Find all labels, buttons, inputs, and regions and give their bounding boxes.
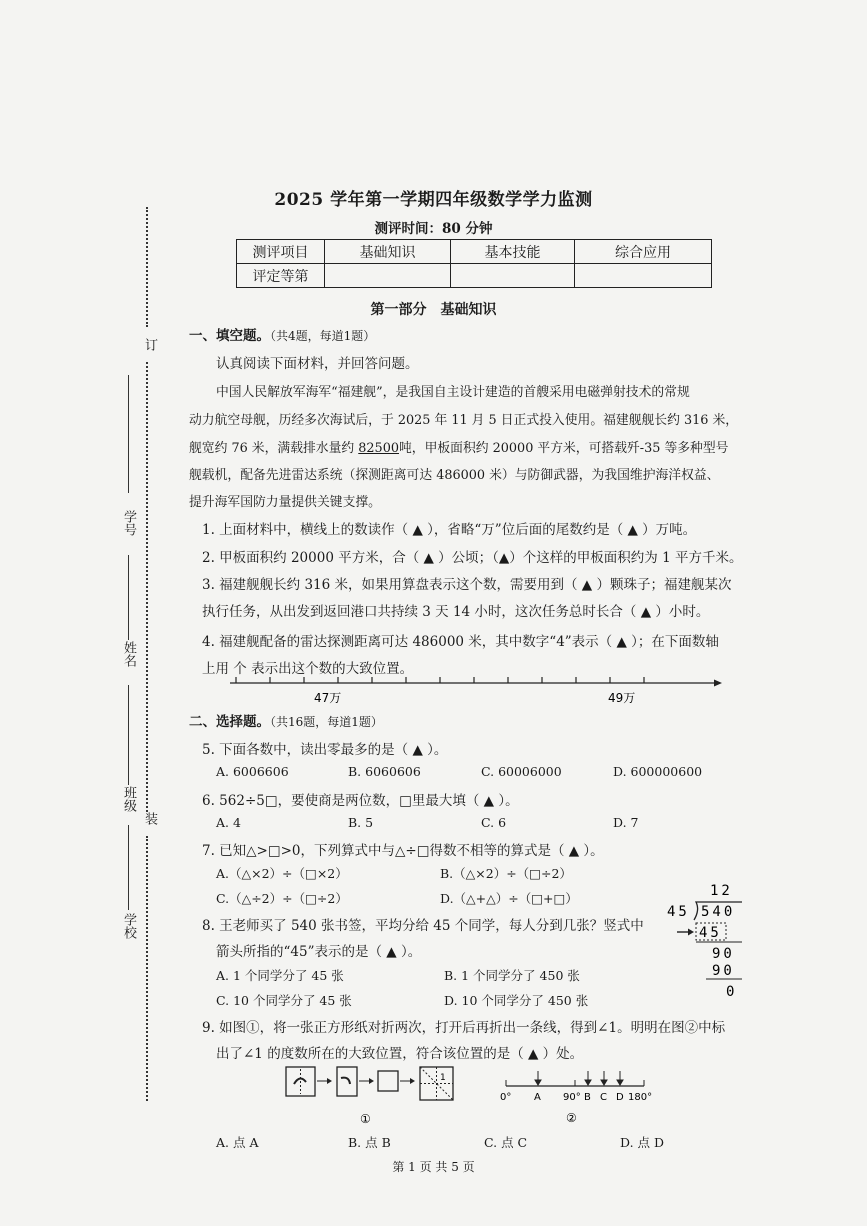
eval-cell: 综合应用	[575, 240, 712, 264]
scale-label-c: C	[600, 1092, 607, 1103]
question-7: 7. 已知△>□>0，下列算式中与△÷□得数不相等的算式是（ ▲ ）。	[202, 843, 604, 859]
grade-input-basic[interactable]	[325, 264, 451, 288]
long-division	[660, 876, 760, 1002]
q5-option-b[interactable]: B. 6060606	[348, 764, 421, 779]
q6-option-c[interactable]: C. 6	[481, 815, 507, 830]
arrow-icon	[677, 929, 694, 936]
question-5: 5. 下面各数中，读出零最多的是（ ▲ ）。	[202, 742, 448, 758]
name-label: 姓名	[121, 641, 136, 667]
scale-label-d: D	[616, 1092, 624, 1103]
q8-option-b[interactable]: B. 1 个同学分了 450 张	[444, 968, 580, 983]
exam-time: 测评时间：80 分钟	[374, 221, 493, 237]
question-6: 6. 562÷5□，要使商是两位数，□里最大填（ ▲ ）。	[202, 793, 519, 809]
binding-dotted-line	[146, 836, 148, 1101]
q6-option-b[interactable]: B. 5	[348, 815, 374, 830]
passage-line: 舰载机，配备先进雷达系统（探测距离可达 486000 米）与防御武器，为我国维护海洋权益、	[189, 468, 720, 483]
question-9-cont: 出了∠1 的度数所在的大致位置，符合该位置的是（ ▲ ）处。	[216, 1046, 584, 1062]
division-step1: 45	[699, 925, 722, 941]
section1-note: （共4题，每道1题）	[270, 329, 376, 343]
passage-suffix: 吨，甲板面积约 20000 平方米，可搭载歼-35 等多种型号	[398, 441, 729, 456]
grade-input-skill[interactable]	[451, 264, 575, 288]
passage-prefix: 舰宽约 76 米，满载排水量约	[189, 441, 359, 456]
scale-label-b: B	[584, 1092, 591, 1103]
q9-option-d[interactable]: D. 点 D	[620, 1135, 665, 1150]
passage-line	[189, 437, 728, 456]
figure1-label: ①	[360, 1112, 371, 1126]
question-8-cont: 箭头所指的“45”表示的是（ ▲ ）。	[216, 944, 422, 960]
division-divisor: 45	[667, 904, 690, 920]
q7-option-d[interactable]: D.（△+△）÷（□+□）	[440, 891, 578, 906]
arrow-icon	[535, 1071, 623, 1085]
grade-input-applied[interactable]	[575, 264, 712, 288]
school-label: 学校	[121, 913, 136, 939]
question-2: 2. 甲板面积约 20000 平方米，合（ ▲ ）公顷；（▲）个这样的甲板面积约为 1 平方千米。	[202, 550, 743, 566]
division-quotient: 12	[710, 883, 733, 899]
number-line[interactable]	[228, 674, 724, 708]
question-3-cont: 执行任务，从出发到返回港口共持续 3 天 14 小时，这次任务总时长合（ ▲ ）小时。	[202, 604, 710, 620]
angle-scale	[498, 1068, 658, 1130]
section1-intro: 认真阅读下面材料，并回答问题。	[216, 356, 419, 372]
question-3: 3. 福建舰舰长约 316 米，如果用算盘表示这个数，需要用到（ ▲ ）颗珠子；福建舰某次	[202, 577, 732, 593]
section2-heading	[189, 710, 383, 730]
folding-figure	[282, 1064, 462, 1128]
binding-label-ding: 订	[142, 338, 157, 351]
passage-line: 提升海军国防力量提供关键支撑。	[189, 495, 381, 510]
exam-title: 2025 学年第一学期四年级数学学力监测	[274, 190, 593, 210]
part-title: 第一部分 基础知识	[370, 302, 497, 318]
student-id-blank[interactable]	[128, 375, 130, 493]
page-footer: 第 1 页 共 5 页	[392, 1160, 475, 1174]
division-dividend: 540	[701, 904, 736, 920]
q8-option-d[interactable]: D. 10 个同学分了 450 张	[444, 993, 589, 1008]
binding-dotted-line	[146, 362, 148, 812]
scale-label-a: A	[534, 1092, 541, 1103]
name-blank[interactable]	[128, 555, 130, 640]
q5-option-d[interactable]: D. 600000600	[613, 764, 703, 779]
passage-line: 中国人民解放军海军“福建舰”，是我国自主设计建造的首艘采用电磁弹射技术的常规	[216, 385, 690, 400]
angle-label: 1	[440, 1073, 446, 1083]
q5-option-a[interactable]: A. 6006606	[216, 764, 289, 779]
section2-title: 二、选择题。	[189, 714, 270, 730]
question-9: 9. 如图①，将一张正方形纸对折两次，打开后再折出一条线，得到∠1。明明在图②中标	[202, 1020, 726, 1036]
q7-option-c[interactable]: C.（△÷2）÷（□÷2）	[216, 891, 348, 906]
number-line-label-47: 47万	[314, 691, 342, 705]
division-final: 0	[726, 984, 735, 1000]
q9-option-a[interactable]: A. 点 A	[216, 1135, 259, 1150]
class-blank[interactable]	[128, 685, 130, 785]
school-blank[interactable]	[128, 825, 130, 910]
evaluation-table	[236, 239, 712, 288]
section1-title: 一、填空题。	[189, 328, 270, 344]
q6-option-d[interactable]: D. 7	[613, 815, 639, 830]
q8-option-a[interactable]: A. 1 个同学分了 45 张	[216, 968, 344, 983]
question-4: 4. 福建舰配备的雷达探测距离可达 486000 米，其中数字“4”表示（ ▲ ）；在下面数轴	[202, 634, 719, 650]
q9-option-c[interactable]: C. 点 C	[484, 1135, 528, 1150]
q6-option-a[interactable]: A. 4	[216, 815, 241, 830]
question-4-cont: 上用 个 表示出这个数的大致位置。	[202, 661, 414, 677]
underlined-number: 82500	[358, 441, 399, 456]
number-line-ticks	[236, 677, 644, 683]
q9-option-b[interactable]: B. 点 B	[348, 1135, 391, 1150]
scale-label-90: 90°	[563, 1092, 581, 1103]
q7-option-b[interactable]: B.（△×2）÷（□÷2）	[440, 866, 572, 881]
scale-label-0: 0°	[500, 1092, 512, 1103]
q7-option-a[interactable]: A.（△×2）÷（□×2）	[216, 866, 348, 881]
question-1: 1. 上面材料中，横线上的数读作（ ▲ ），省略“万”位后面的尾数约是（ ▲ ）万吨。	[202, 522, 697, 538]
division-remainder: 90	[712, 946, 735, 962]
eval-cell: 基础知识	[325, 240, 451, 264]
binding-label-zhuang: 装	[142, 812, 157, 825]
number-line-label-49: 49万	[608, 691, 636, 705]
eval-cell: 测评项目	[237, 240, 325, 264]
section2-note: （共16题，每道1题）	[270, 715, 383, 729]
student-id-label: 学号	[121, 510, 136, 536]
division-step2: 90	[712, 963, 735, 979]
passage-line: 动力航空母舰，历经多次海试后，于 2025 年 11 月 5 日正式投入使用。福建舰舰长约 316 米，	[189, 413, 739, 428]
figure2-label: ②	[566, 1111, 577, 1125]
eval-cell: 评定等第	[237, 264, 325, 288]
section1-heading	[189, 324, 375, 344]
scale-label-180: 180°	[628, 1092, 653, 1103]
q8-option-c[interactable]: C. 10 个同学分了 45 张	[216, 993, 352, 1008]
eval-cell: 基本技能	[451, 240, 575, 264]
q5-option-c[interactable]: C. 60006000	[481, 764, 562, 779]
class-label: 班级	[121, 786, 136, 812]
question-8: 8. 王老师买了 540 张书签，平均分给 45 个同学，每人分到几张？竖式中	[202, 918, 644, 934]
